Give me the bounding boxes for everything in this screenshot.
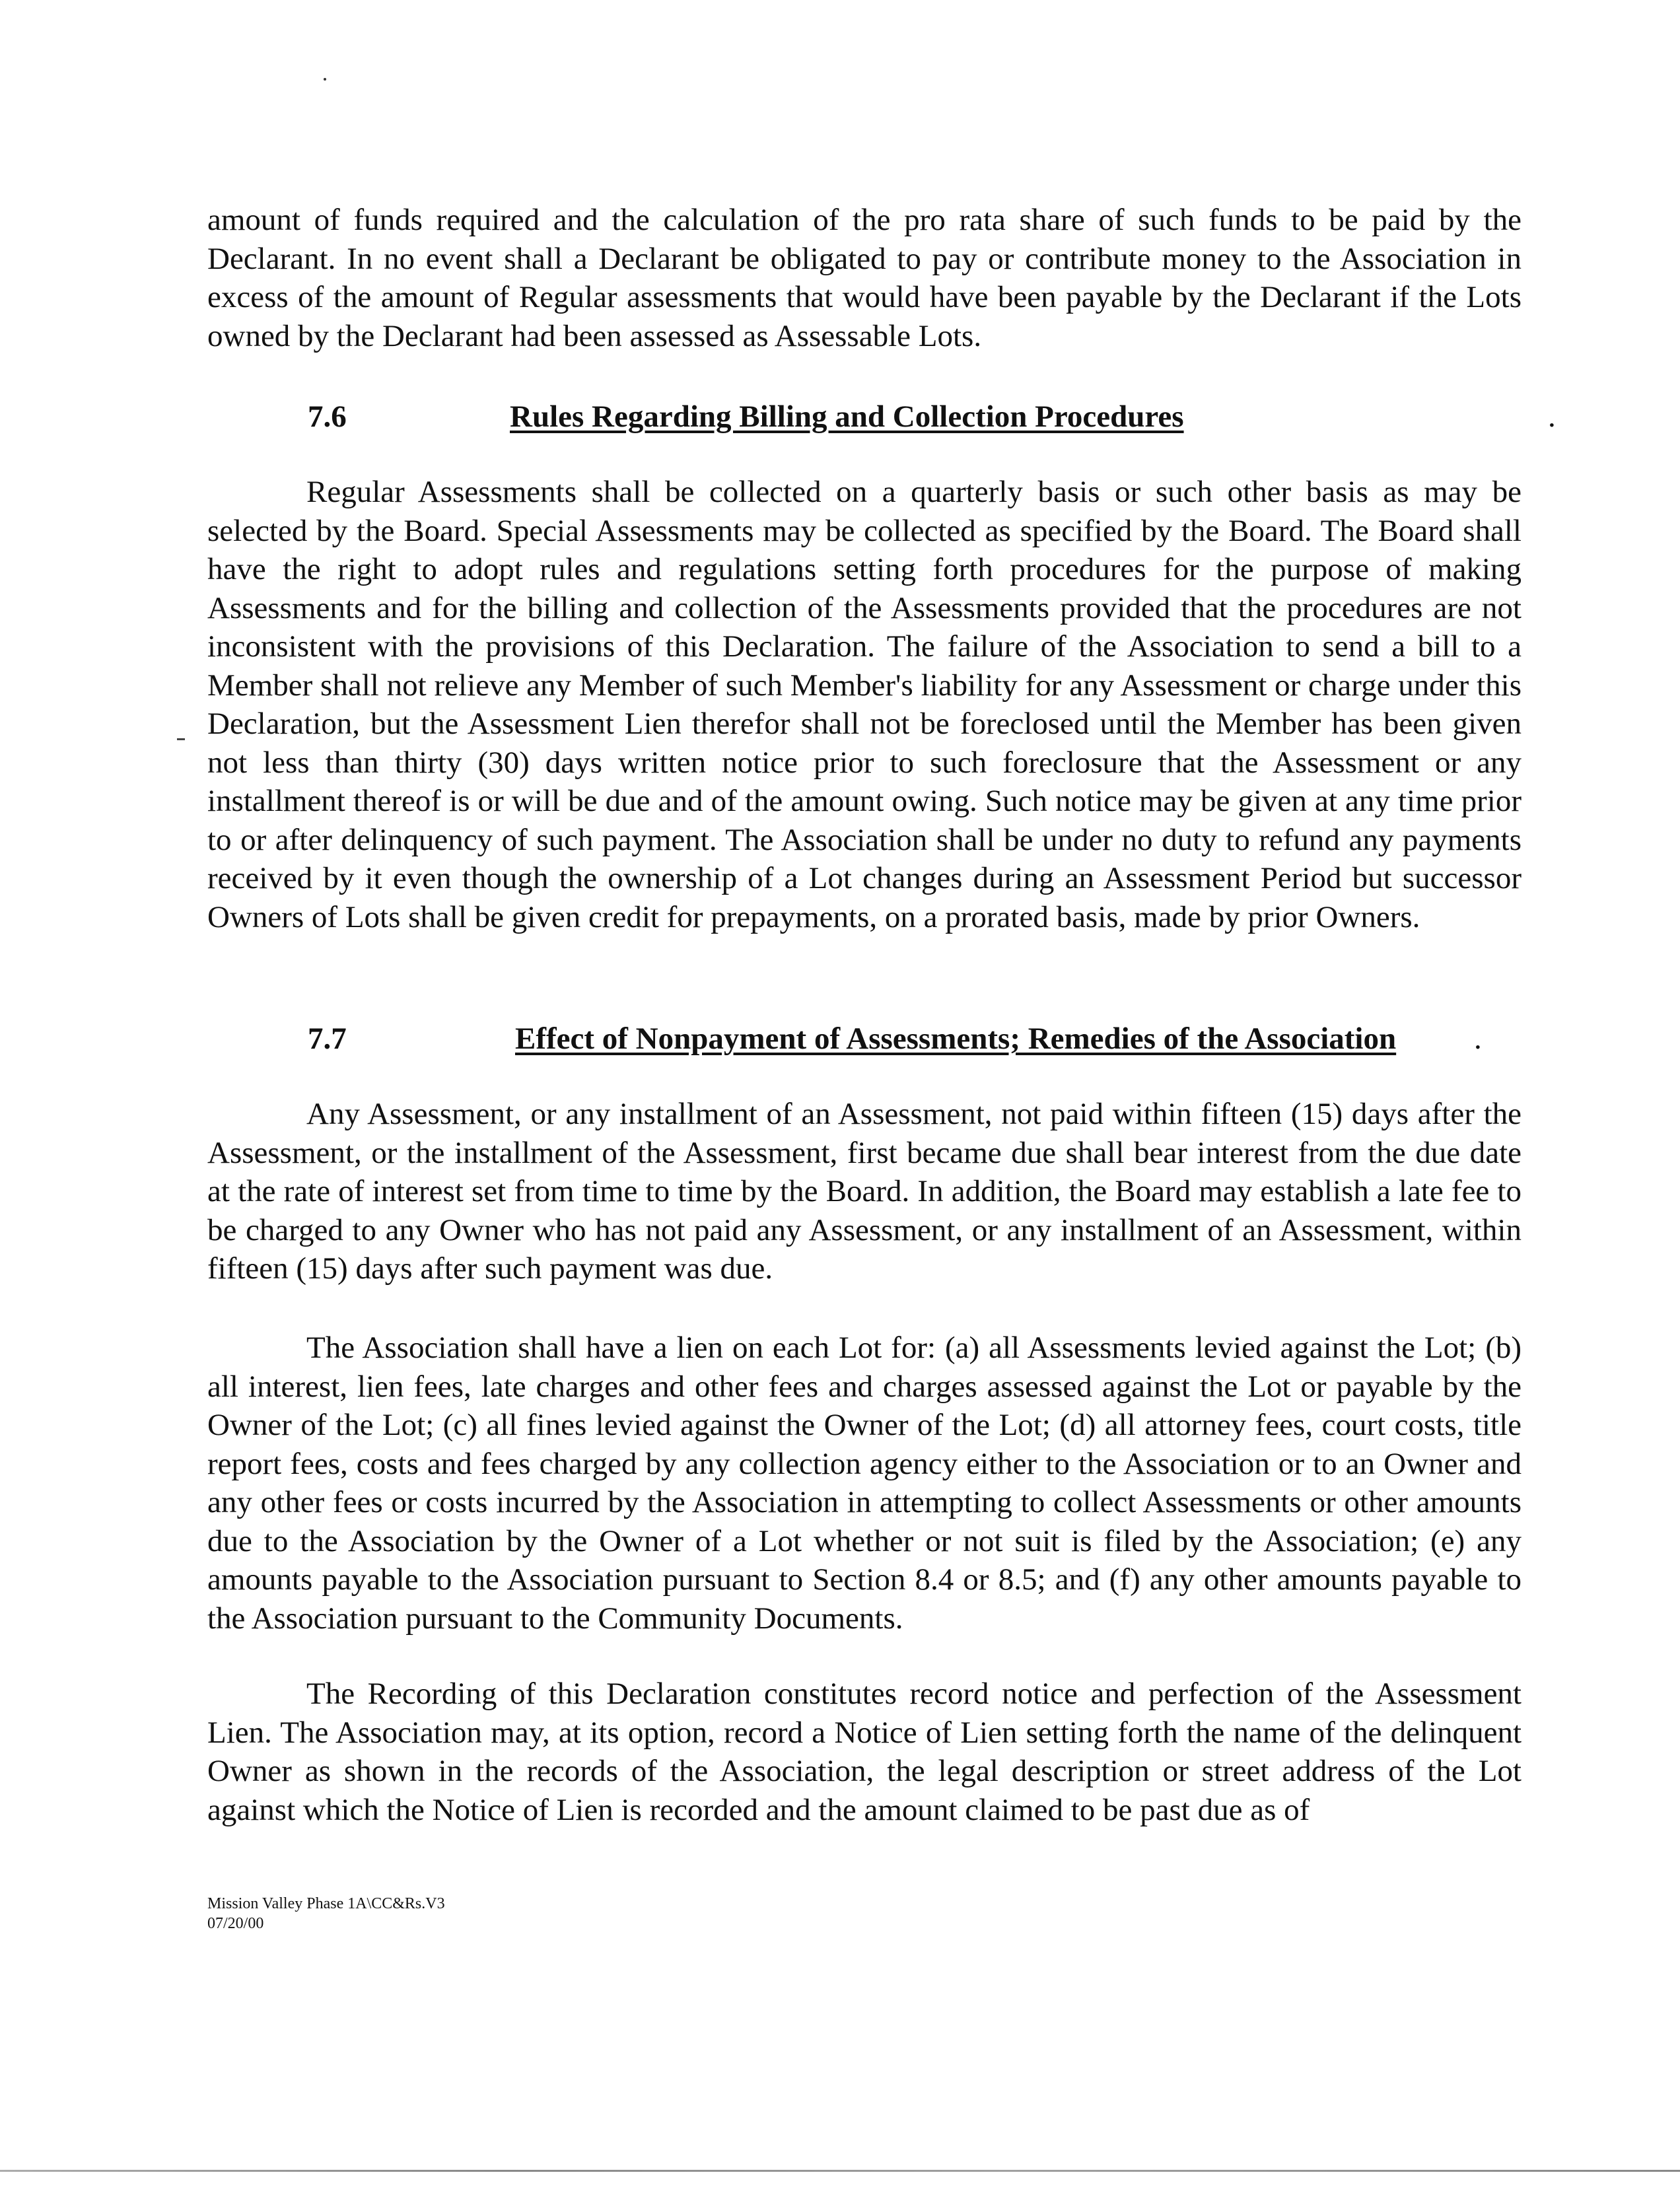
- section-title: Rules Regarding Billing and Collection Procedures: [510, 399, 1184, 434]
- paragraph-7-7-lien: The Association shall have a lien on each Lot for: (a) all Assessments levied against the Lot; (b) all interest, lien fees, late charges and other fees and charges assessed against the Lot or payable by the Owner of the Lot; (c) all fines levied against the Owner of the Lot; (d) all attorney fees, court costs, title report fees, costs and fees charged by any collection agency either to the Association or to an Owner and any other fees or costs incurred by the Association in attempting to collect Assessments or other amounts due to the Association by the Owner of a Lot whether or not suit is filed by the Association; (e) any amounts payable to the Association pursuant to Section 8.4 or 8.5; and (f) any other amounts payable to the Association pursuant to the Community Documents.: [207, 1331, 1522, 1636]
- paragraph-7-7-recording: The Recording of this Declaration constitutes record notice and perfection of the Assessment Lien. The Association may, at its option, record a Notice of Lien setting forth the name of the delinquent Owner as shown in the records of the Association, the legal description or street address of the Lot against which the Notice of Lien is recorded and the amount claimed to be past due as of: [207, 1677, 1522, 1827]
- section-terminator: .: [1548, 399, 1556, 434]
- scan-edge-line: [0, 2170, 1680, 2172]
- section-number: 7.7: [308, 1022, 347, 1056]
- scan-speck: [324, 78, 326, 81]
- section-number: 7.6: [308, 399, 347, 434]
- document-footer: [207, 1894, 445, 1933]
- section-terminator: .: [1474, 1022, 1482, 1056]
- footer-date: 07/20/00: [207, 1915, 264, 1932]
- paragraph-continuation: amount of funds required and the calculation of the pro rata share of such funds to be paid by the Declarant. In no event shall a Declarant be obligated to pay or contribute money to the Association in excess of the amount of Regular assessments that would have been payable by the Declarant if the Lots owned by the Declarant had been assessed as Assessable Lots.: [207, 203, 1522, 353]
- footer-file-reference: Mission Valley Phase 1A\CC&Rs.V3: [207, 1895, 445, 1912]
- paragraph-7-7-interest: Any Assessment, or any installment of an Assessment, not paid within fifteen (15) days after the Assessment, or the installment of the Assessment, first became due shall bear interest from the due date at the rate of interest set from time to time by the Board. In addition, the Board may establish a late fee to be charged to any Owner who has not paid any Assessment, or any installment of an Assessment, within fifteen (15) days after such payment was due.: [207, 1097, 1522, 1286]
- section-title: Effect of Nonpayment of Assessments; Remedies of the Association: [515, 1022, 1397, 1056]
- paragraph-7-6: Regular Assessments shall be collected on a quarterly basis or such other basis as may be selected by the Board. Special Assessments may be collected as specified by the Board. The Board shall have the right to adopt rules and regulations setting forth procedures for the purpose of making Assessments and for the billing and collection of the Assessments provided that the procedures are not inconsistent with the provisions of this Declaration. The failure of the Association to send a bill to a Member shall not relieve any Member of such Member's liability for any Assessment or charge under this Declaration, but the Assessment Lien therefor shall not be foreclosed until the Member has been given not less than thirty (30) days written notice prior to such foreclosure that the Assessment or any installment thereof is or will be due and of the amount owing. Such notice may be given at any time prior to or after delinquency of such payment. The Association shall be under no duty to refund any payments received by it even though the ownership of a Lot changes during an Assessment Period but successor Owners of Lots shall be given credit for prepayments, on a prorated basis, made by prior Owners.: [207, 475, 1522, 934]
- margin-mark: [177, 738, 185, 740]
